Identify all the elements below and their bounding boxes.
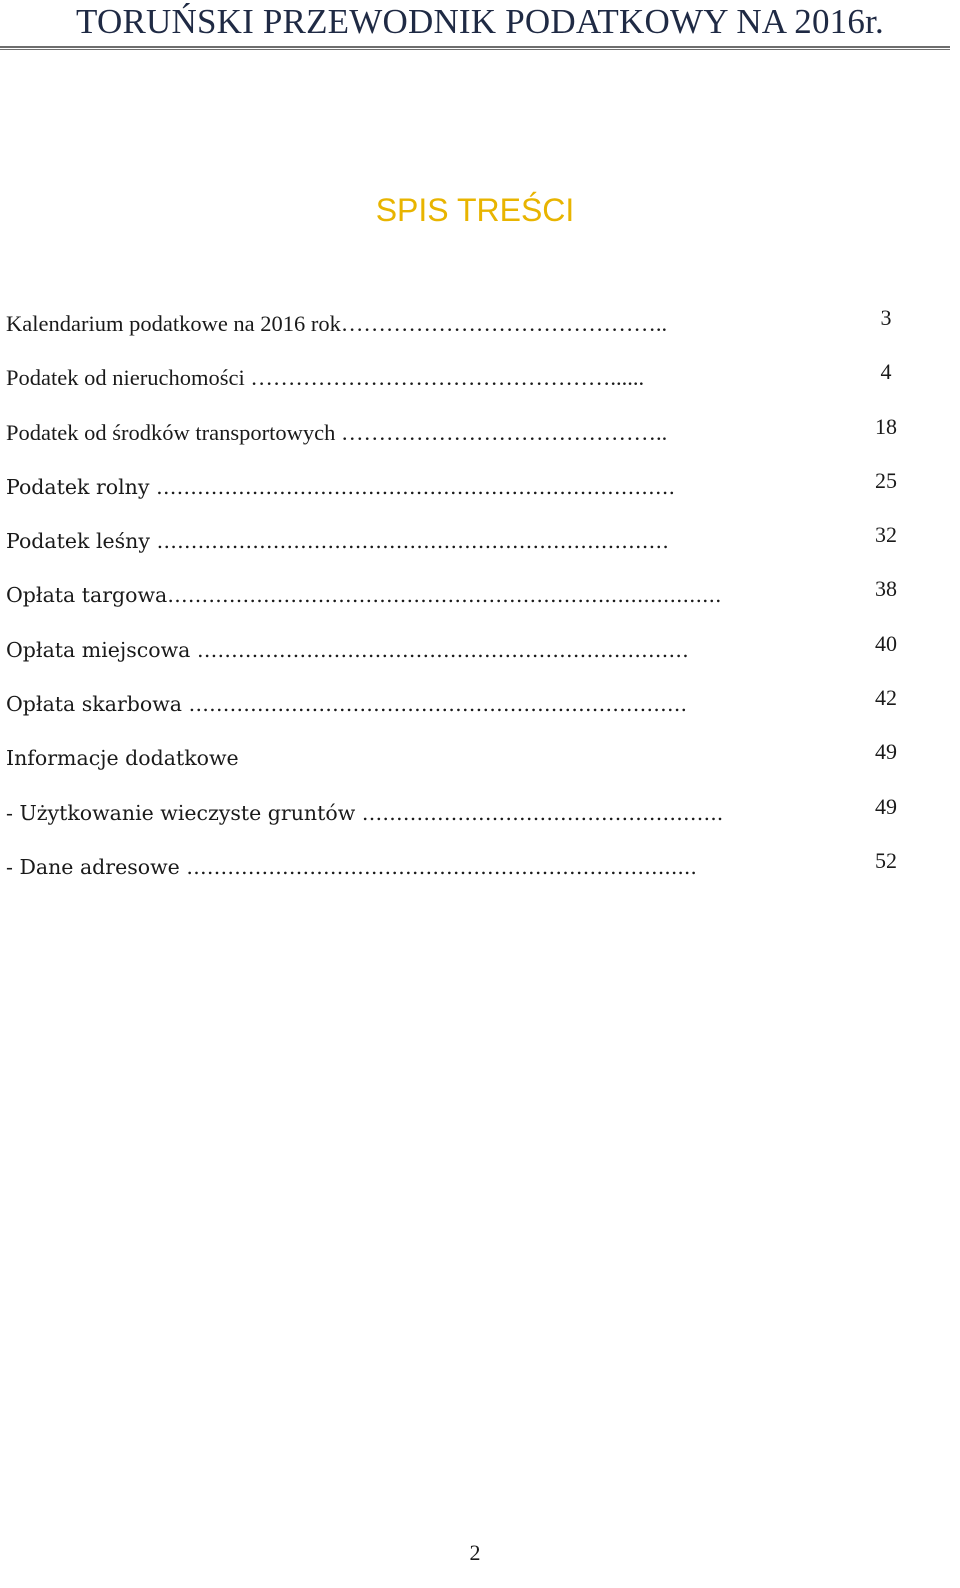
toc-entry-label: Opłata targowa………………………………………………………................... — [6, 583, 722, 607]
toc-entry[interactable] — [6, 848, 946, 882]
toc-entry[interactable] — [6, 414, 946, 448]
toc-entry[interactable] — [6, 522, 946, 556]
toc-heading: SPIS TREŚCI — [375, 192, 575, 228]
toc-entry-label: Podatek rolny …………………………………………………………………. — [6, 475, 675, 499]
toc-entry-label: Opłata skarbowa ………………………………………………………………. — [6, 692, 688, 716]
toc-entry-page: 4 — [880, 359, 892, 384]
page-number: 2 — [469, 1540, 481, 1565]
toc-entry[interactable] — [6, 305, 946, 339]
toc-entry[interactable] — [6, 739, 946, 773]
toc-entry-page: 40 — [875, 631, 897, 656]
toc-entry-page: 32 — [875, 522, 897, 547]
toc-entry-page: 18 — [875, 414, 897, 439]
toc-entry-label: - Dane adresowe ……………………………………………………………...... — [6, 855, 697, 879]
toc-entry-page: 42 — [875, 685, 897, 710]
toc-entry-label: Informacje dodatkowe — [6, 746, 239, 770]
toc-entry-label: Opłata miejscowa ……………………………………………………………… — [6, 638, 689, 662]
toc-entry-label: Podatek od środków transportowych …………………………………….. — [6, 420, 668, 445]
toc-entry[interactable] — [6, 685, 946, 719]
toc-entry-page: 52 — [875, 848, 897, 873]
toc-entry[interactable] — [6, 468, 946, 502]
toc-entry-page: 38 — [875, 576, 897, 601]
document-header-title: TORUŃSKI PRZEWODNIK PODATKOWY NA 2016r. — [76, 2, 884, 41]
toc-entry-label: Kalendarium podatkowe na 2016 rok…………………………………….. — [6, 311, 668, 336]
toc-entry-label: Podatek od nieruchomości …………………………………………...... — [6, 365, 645, 390]
toc-entry-page: 49 — [875, 739, 897, 764]
toc-entry-page: 25 — [875, 468, 897, 493]
toc-entry-label: - Użytkowanie wieczyste gruntów …………………………………………….. — [6, 801, 724, 825]
toc-entry[interactable] — [6, 576, 946, 610]
header-divider — [0, 46, 950, 50]
toc-entry-label: Podatek leśny ………………………………………………………………… — [6, 529, 669, 553]
toc-entry-page: 3 — [880, 305, 892, 330]
toc-entry[interactable] — [6, 631, 946, 665]
toc-entry[interactable] — [6, 794, 946, 828]
toc-entry[interactable] — [6, 359, 946, 393]
toc-entry-page: 49 — [875, 794, 897, 819]
